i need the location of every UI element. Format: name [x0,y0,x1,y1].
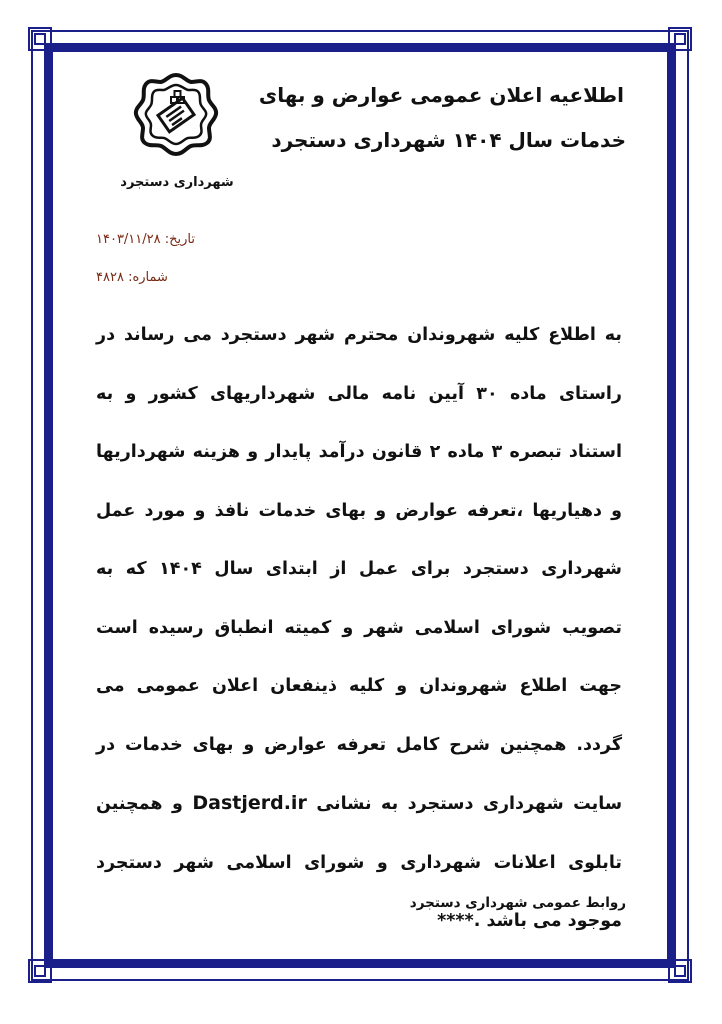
logo-caption: شهرداری دستجرد [120,175,234,190]
announcement-body [96,306,622,951]
corner-ornament [26,25,54,53]
document-number: شماره: ۴۸۲۸ [96,270,168,285]
corner-ornament [666,25,694,53]
corner-ornament [26,957,54,985]
announcement-text-end: و همچنین تابلوی اعلانات شهرداری و شورای اسلامی شهر دستجرد موجود می باشد .**** [96,794,622,931]
website-link[interactable]: Dastjerd.ir [192,792,307,814]
municipality-logo-icon [131,69,221,159]
document-date: تاریخ: ۱۴۰۳/۱۱/۲۸ [96,232,196,247]
page-title-line-1: اطلاعیه اعلان عمومی عوارض و بهای [258,83,624,107]
corner-ornament [666,957,694,985]
announcement-text: به اطلاع کلیه شهروندان محترم شهر دستجرد می رساند در راستای ماده ۳۰ آیین نامه مالی شهرداریهای کشور و به استناد تبصره ۳ ماده ۲ قانون درآمد پایدار و هزینه شهرداریها و دهیاریها ،تعرفه عوارض و بهای خدمات نافذ و مورد عمل شهرداری دستجرد برای عمل از ابتدای سال ۱۴۰۴ که به تصویب شورای اسلامی شهر و کمیته انطباق رسیده است جهت اطلاع شهروندان و کلیه ذینفعان اعلان عمومی می گردد. همچنین شرح کامل تعرفه عوارض و بهای خدمات در سایت شهرداری دستجرد به نشانی [96,325,623,814]
signature: روابط عمومی شهرداری دستجرد [409,895,626,911]
page-title-line-2: خدمات سال ۱۴۰۴ شهرداری دستجرد [271,128,626,152]
